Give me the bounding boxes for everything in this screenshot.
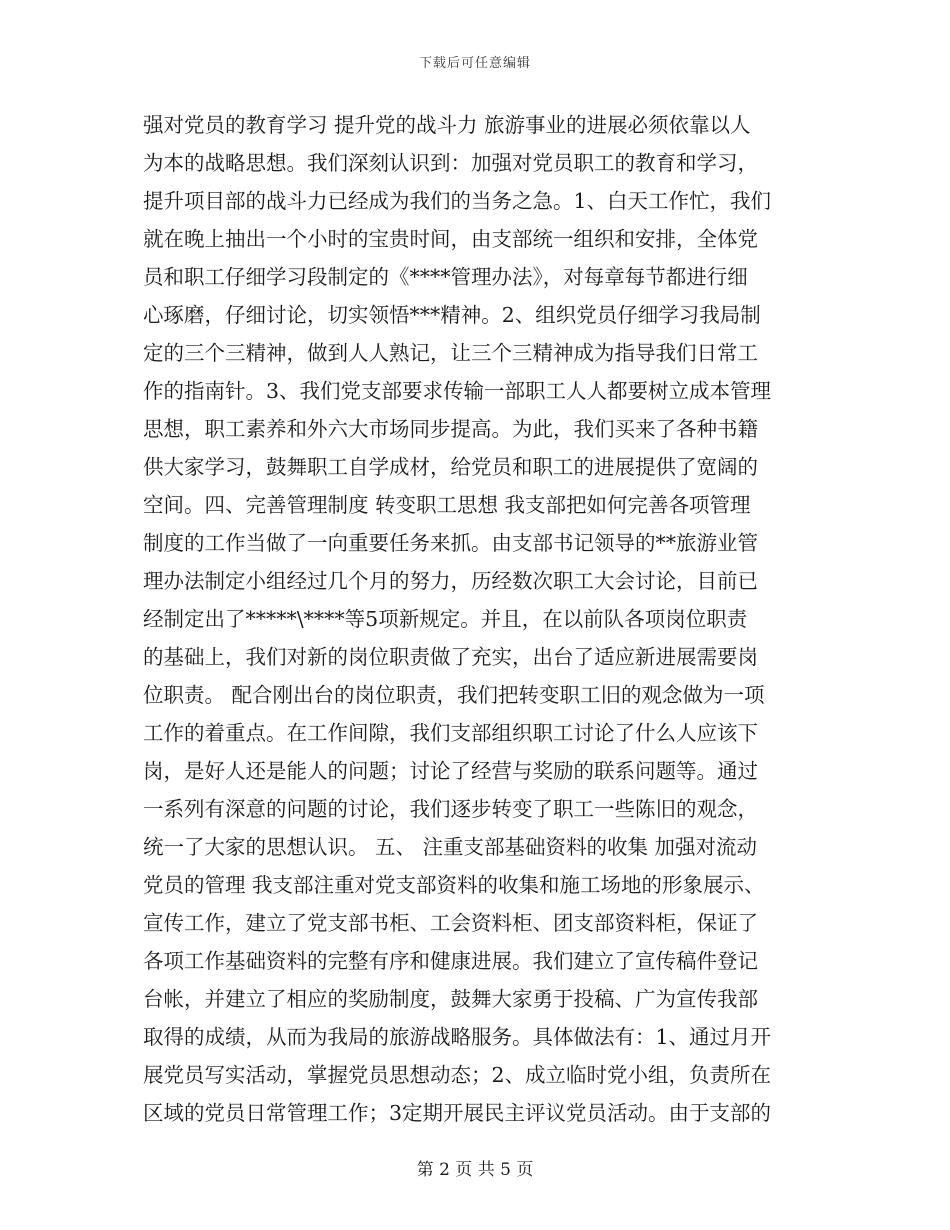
text-line: 心琢磨，仔细讨论，切实领悟***精神。2、组织党员仔细学习我局制	[143, 303, 761, 327]
text-line: 党员的管理 我支部注重对党支部资料的收集和施工场地的形象展示、	[143, 873, 765, 897]
text-line: 的基础上，我们对新的岗位职责做了充实，出台了适应新进展需要岗	[143, 645, 758, 669]
text-line: 岗，是好人还是能人的问题；讨论了经营与奖励的联系问题等。通过	[143, 759, 758, 783]
text-line: 经制定出了*****\****等5项新规定。并且，在以前队各项岗位职责	[143, 607, 748, 631]
text-line: 为本的战略思想。我们深刻认识到：加强对党员职工的教育和学习，	[143, 151, 758, 175]
text-line: 位职责。 配合刚出台的岗位职责，我们把转变职工旧的观念做为一项	[143, 683, 765, 707]
text-line: 提升项目部的战斗力已经成为我们的当务之急。1、白天工作忙，我们	[143, 189, 772, 213]
text-line: 展党员写实活动，掌握党员思想动态；2、成立临时党小组，负责所在	[143, 1063, 772, 1087]
text-line: 区域的党员日常管理工作；3定期开展民主评议党员活动。由于支部的	[143, 1101, 772, 1125]
document-body	[143, 106, 823, 1132]
text-line: 理办法制定小组经过几个月的努力，历经数次职工大会讨论，目前已	[143, 569, 758, 593]
text-line: 各项工作基础资料的完整有序和健康进展。我们建立了宣传稿件登记	[143, 949, 758, 973]
text-line: 供大家学习，鼓舞职工自学成材，给党员和职工的进展提供了宽阔的	[143, 455, 758, 479]
text-line: 员和职工仔细学习段制定的《****管理办法》，对每章每节都进行细	[143, 265, 748, 289]
text-line: 取得的成绩，从而为我局的旅游战略服务。具体做法有：1、通过月开	[143, 1025, 772, 1049]
page-number-footer: 第 2 页 共 5 页	[416, 1160, 534, 1180]
text-line: 就在晚上抽出一个小时的宝贵时间，由支部统一组织和安排，全体党	[143, 227, 758, 251]
text-line: 一系列有深意的问题的讨论，我们逐步转变了职工一些陈旧的观念，	[143, 797, 758, 821]
page-header: 下载后可任意编辑	[418, 56, 531, 71]
text-line: 定的三个三精神，做到人人熟记，让三个三精神成为指导我们日常工	[143, 341, 758, 365]
text-line: 工作的着重点。在工作间隙，我们支部组织职工讨论了什么人应该下	[143, 721, 758, 745]
text-line: 思想，职工素养和外六大市场同步提高。为此，我们买来了各种书籍	[143, 417, 758, 441]
text-line: 宣传工作，建立了党支部书柜、工会资料柜、团支部资料柜，保证了	[143, 911, 758, 935]
text-line: 作的指南针。3、我们党支部要求传输一部职工人人都要树立成本管理	[143, 379, 772, 403]
text-line: 统一了大家的思想认识。 五、 注重支部基础资料的收集 加强对流动	[143, 835, 758, 859]
text-line: 制度的工作当做了一向重要任务来抓。由支部书记领导的**旅游业管	[143, 531, 758, 555]
text-line: 空间。四、完善管理制度 转变职工思想 我支部把如何完善各项管理	[143, 493, 751, 517]
text-line: 强对党员的教育学习 提升党的战斗力 旅游事业的进展必须依靠以人	[143, 113, 751, 137]
text-line: 台帐，并建立了相应的奖励制度，鼓舞大家勇于投稿、广为宣传我部	[143, 987, 758, 1011]
